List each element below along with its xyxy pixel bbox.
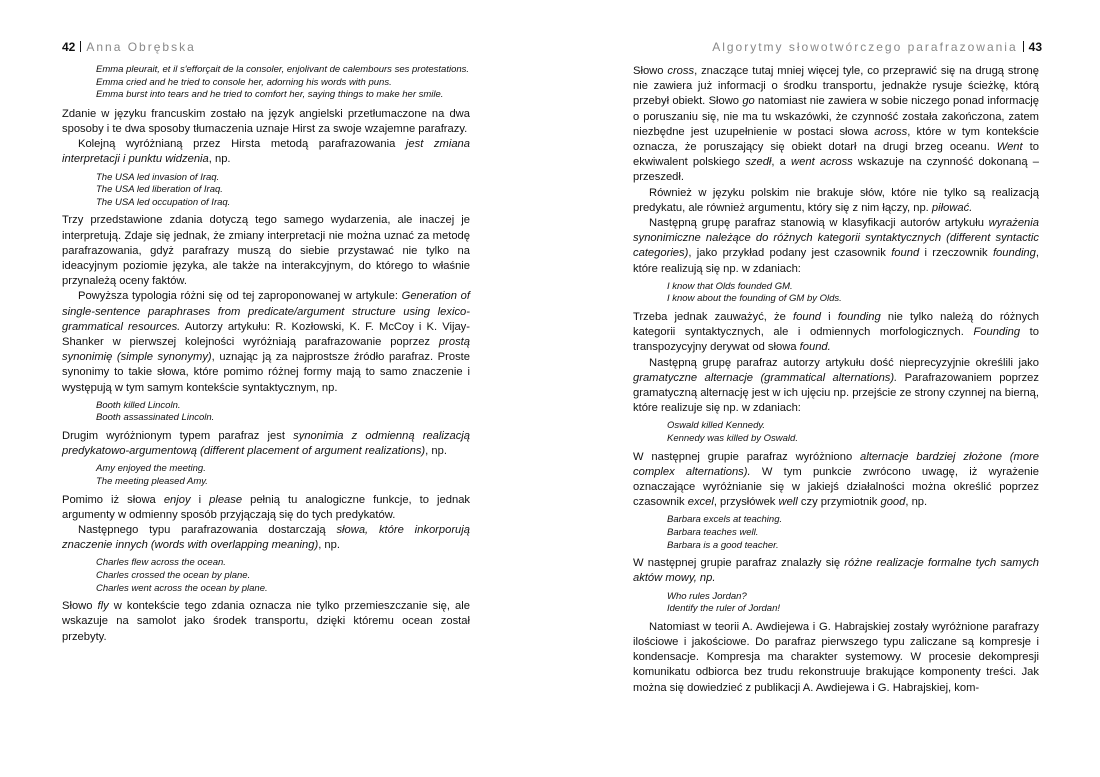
example-line: Barbara is a good teacher. (667, 539, 779, 551)
example-line: Kennedy was killed by Oswald. (667, 433, 798, 445)
example-line: Charles went across the ocean by plane. (96, 582, 268, 594)
paragraph: Pomimo iż słowa enjoy i please pełnią tu analogiczne funkcje, to jednak argumenty w odmienny sposób przyjączają się do tych predykatów. (62, 493, 471, 521)
left-running-head-title: Anna Obrębska (86, 40, 196, 54)
example-line: Booth killed Lincoln. (96, 399, 181, 411)
paragraph: Następnego typu parafrazowania dostarczają słowa, które inkorporują znaczenie innych (words with overlapping meaning), np. (62, 524, 470, 552)
example-line: Emma burst into tears and he tried to comfort her, saying things to make her smile. (96, 89, 444, 101)
right-column (633, 64, 1039, 696)
example-line: Charles crossed the ocean by plane. (96, 570, 251, 581)
example-amy (96, 463, 470, 488)
paragraph: W następnej grupie parafraz wyróżniono alternacje bardziej złożone (more complex alternations). W tym punkcie zwrócono uwagę, iż wyrażenie oznaczające wyróżnianie się w jakiejś działalności można określić poprzez czasownik excel, przysłówek well czy przymiotnik good, np. (633, 450, 1039, 509)
example-line: Booth assassinated Lincoln. (96, 412, 215, 424)
right-page-number: 43 (1028, 40, 1042, 54)
header-separator (1023, 41, 1024, 52)
example-jordan (667, 591, 1039, 616)
paragraph: Trzeba jednak zauważyć, że found i founding nie tylko należą do różnych kategorii syntaktycznych, ale i odmiennych morfologicznych. Founding to transpozycyjny derywat od słowa found. (633, 311, 1040, 354)
example-line: I know about the founding of GM by Olds. (667, 293, 842, 305)
example-line: Identify the ruler of Jordan! (667, 603, 781, 615)
left-column (62, 64, 470, 645)
paragraph: Słowo cross, znaczące tutaj mniej więcej tyle, co przeprawić się na drugą stronę nie zawiera już informacji o środku transportu, jednakże rysuje ścieżkę, którą przebył obiekt. Słowo go natomiast nie zawiera w sobie niczego ponad informację o poruszaniu się, nie ma tu wskazówki, że czynność została zakończona, zatem niezbędne jest uzupełnienie w postaci słowa across, które w tym kontekście oznacza, że poruszający się obiekt dotarł na drugi brzeg oceanu. Went to ekwiwalent polskiego szedł, a went across wskazuje na czynność dokonaną – przeszedł. (633, 65, 1039, 184)
example-line: Who rules Jordan? (667, 590, 747, 602)
paragraph: Słowo fly w kontekście tego zdania oznacza nie tylko przemieszczanie się, ale wskazuje na samolot jako środek transportu, dzięki któremu ocean został przebyty. (62, 600, 470, 643)
paragraph: Natomiast w teorii A. Awdiejewa i G. Habrajskiej zostały wyróżnione parafrazy ilościowe i jakościowe. Do parafraz pierwszego typu zaliczane są kompresje i kondensacje. Kompresja ma charakter systemowy. W procesie dekompresji komunikatu odbiorca bez trudu rekonstruuje brakujące komponenty treści. Jak można się dowiedzieć z publikacji A. Awdiejewa i G. Habrajskiej, kom- (633, 620, 1039, 694)
example-line: Amy enjoyed the meeting. (96, 463, 206, 475)
right-running-head-title: Algorytmy słowotwórczego parafrazowania (712, 40, 1018, 54)
right-running-head (712, 40, 1042, 54)
paragraph: Trzy przedstawione zdania dotyczą tego samego wydarzenia, ale inaczej je interpretują. Zdaje się jednak, że zmiany interpretacji nie można uznać za metodę parafrazowania, gdyż parafrazy muszą do siebie przystawać nie tylko na ideacyjnym poziomie języka, ale także na interakcyjnym, do którego to właśnie przynależą oceny faktów. (62, 214, 470, 288)
example-booth (96, 400, 470, 425)
example-line: The meeting pleased Amy. (96, 476, 208, 487)
paragraph: W następnej grupie parafraz znalazły się różne realizacje formalne tych samych aktów mowy, np. (633, 557, 1040, 585)
example-line: The USA led occupation of Iraq. (96, 196, 231, 208)
example-line: Charles flew across the ocean. (96, 557, 226, 569)
example-barbara (667, 514, 1039, 552)
example-line: I know that Olds founded GM. (667, 280, 793, 292)
example-gm (667, 281, 1039, 306)
example-line: Oswald killed Kennedy. (667, 420, 766, 432)
paragraph: Kolejną wyróżnianą przez Hirsta metodą parafrazowania jest zmiana interpretacji i punktu widzenia, np. (62, 138, 470, 166)
left-page-number: 42 (62, 40, 76, 54)
example-line: Barbara excels at teaching. (667, 514, 783, 526)
example-line: The USA led liberation of Iraq. (96, 184, 223, 196)
paragraph: Następną grupę parafraz autorzy artykułu dość nieprecyzyjnie określili jako gramatyczne alternacje (grammatical alternations). Parafrazowaniem poprzez gramatyczną alternację jest w ich ujęciu np. przejście ze strony czynnej na bierną, które realizuje się np. w zdaniach: (633, 356, 1039, 415)
example-line: Emma pleurait, et il s'efforçait de la consoler, enjolivant de calembours ses protestations. (96, 64, 470, 75)
example-line: Emma cried and he tried to console her, adorning his words with puns. (96, 76, 392, 88)
paragraph: Również w języku polskim nie brakuje słów, które nie tylko są realizacją predykatu, ale również argumentu, który się z nim łączy, np. piłować. (633, 186, 1039, 214)
paragraph: Drugim wyróżnionym typem parafraz jest synonimia z odmienną realizacją predykatowo-argumentową (different placement of argument realizations), np. (62, 430, 470, 458)
paragraph: Następną grupę parafraz stanowią w klasyfikacji autorów artykułu wyrażenia synonimiczne należące do różnych kategorii syntaktycznych (different syntactic categories), jako przykład podany jest czasownik found i rzeczownik founding, które realizują się np. w zdaniach: (633, 217, 1039, 275)
left-running-head (62, 40, 196, 54)
header-separator (80, 41, 81, 52)
example-french (96, 64, 470, 102)
paragraph: Powyższa typologia różni się od tej zaproponowanej w artykule: Generation of single-sentence paraphrases from predicate/argument structure using lexico-grammatical resources. Autorzy artykułu: R. Kozłowski, K. F. McCoy i K. Vijay-Shanker w pierwszej kolejności wyróżniają parafrazowanie poprzez prostą synonimię (simple synonymy), uznając ją za najprostsze źródło parafraz. Proste synonimy to takie słowa, które pomimo różnej formy mają to samo znaczenie i występują w tym samym kontekście syntaktycznym, np. (62, 290, 470, 394)
example-usa (96, 172, 470, 210)
example-line: The USA led invasion of Iraq. (96, 171, 220, 183)
example-charles (96, 557, 470, 595)
paragraph: Zdanie w języku francuskim zostało na język angielski przetłumaczone na dwa sposoby i te dwa sposoby tłumaczenia uznaje Hirst za swoje wzajemne parafrazy. (62, 107, 470, 135)
example-oswald (667, 420, 1039, 445)
example-line: Barbara teaches well. (667, 527, 759, 539)
